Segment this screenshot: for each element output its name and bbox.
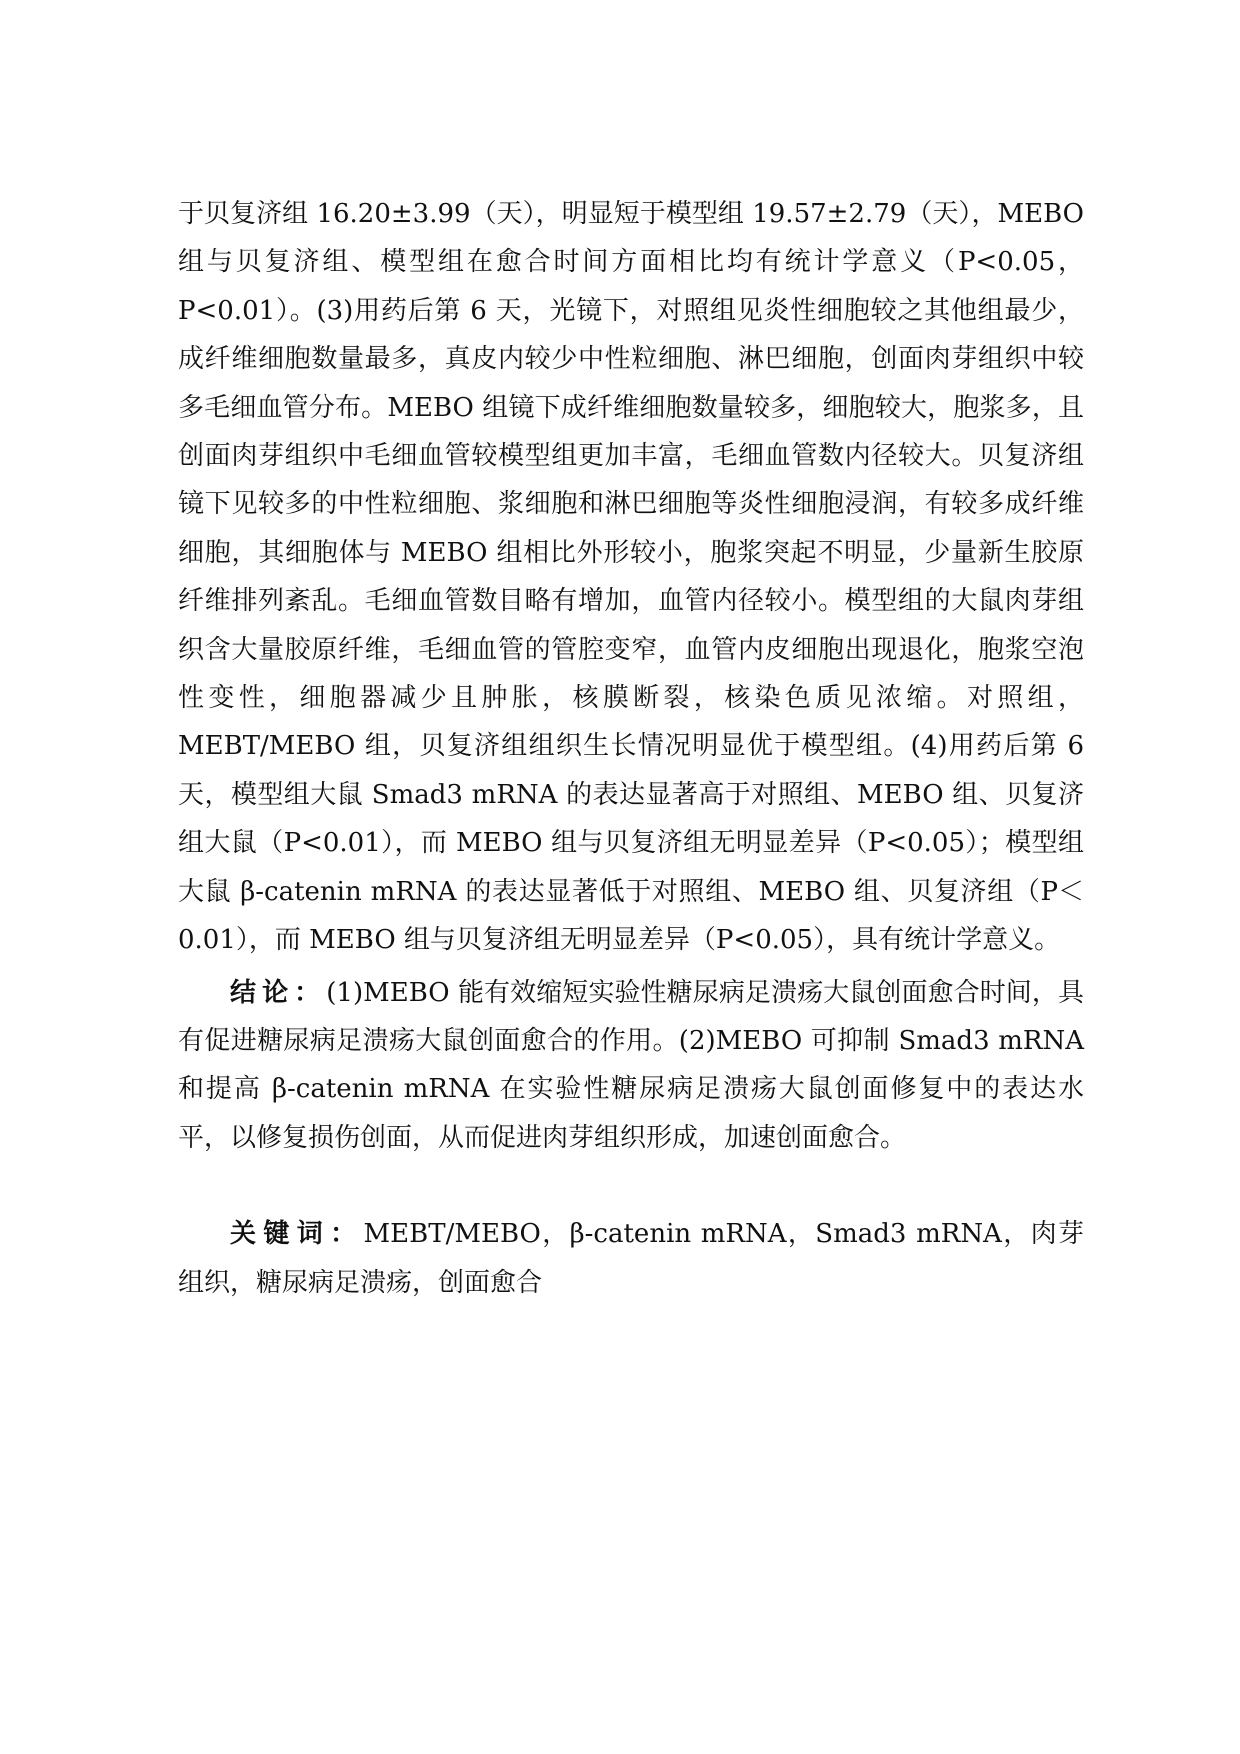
conclusion-label: 结论： [230,977,327,1008]
keywords-text: MEBT/MEBO，β-catenin mRNA，Smad3 mRNA，肉芽组织，糖尿病足溃疡，创面愈合 [178,1219,1084,1298]
conclusion-paragraph [178,969,1084,1163]
keywords-paragraph [178,1210,1084,1307]
document-page [178,190,1084,1307]
conclusion-text: (1)MEBO 能有效缩短实验性糖尿病足溃疡大鼠创面愈合时间，具有促进糖尿病足溃疡大鼠创面愈合的作用。(2)MEBO 可抑制 Smad3 mRNA 和提高 β-catenin mRNA 在实验性糖尿病足溃疡大鼠创面修复中的表达水平，以修复损伤创面，从而促进肉芽组织形成，加速创面愈合。 [178,977,1084,1153]
keywords-label: 关键词： [230,1219,364,1250]
results-paragraph: 于贝复济组 16.20±3.99（天），明显短于模型组 19.57±2.79（天），MEBO 组与贝复济组、模型组在愈合时间方面相比均有统计学意义（P<0.05，P<0.01）。(3)用药后第 6 天，光镜下，对照组见炎性细胞较之其他组最少，成纤维细胞数量最多，真皮内较少中性粒细胞、淋巴细胞，创面肉芽组织中较多毛细血管分布。MEBO 组镜下成纤维细胞数量较多，细胞较大，胞浆多，且创面肉芽组织中毛细血管较模型组更加丰富，毛细血管数内径较大。贝复济组镜下见较多的中性粒细胞、浆细胞和淋巴细胞等炎性细胞浸润，有较多成纤维细胞，其细胞体与 MEBO 组相比外形较小，胞浆突起不明显，少量新生胶原纤维排列紊乱。毛细血管数目略有增加，血管内径较小。模型组的大鼠肉芽组织含大量胶原纤维，毛细血管的管腔变窄，血管内皮细胞出现退化，胞浆空泡性变性，细胞器减少且肿胀，核膜断裂，核染色质见浓缩。对照组，MEBT/MEBO 组，贝复济组组织生长情况明显优于模型组。(4)用药后第 6 天，模型组大鼠 Smad3 mRNA 的表达显著高于对照组、MEBO 组、贝复济组大鼠（P<0.01），而 MEBO 组与贝复济组无明显差异（P<0.05）；模型组大鼠 β-catenin mRNA 的表达显著低于对照组、MEBO 组、贝复济组（P＜0.01），而 MEBO 组与贝复济组无明显差异（P<0.05），具有统计学意义。 [178,199,1084,956]
